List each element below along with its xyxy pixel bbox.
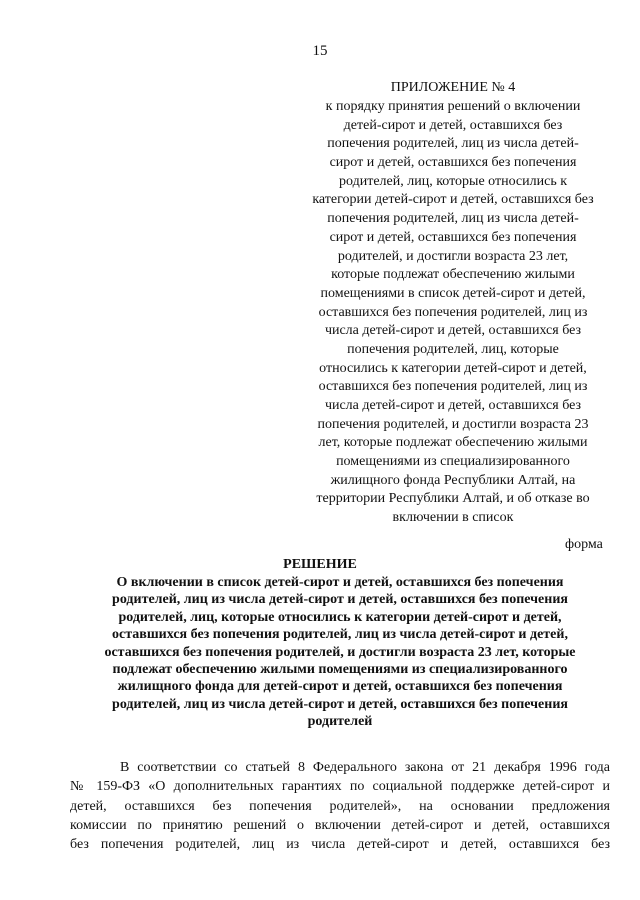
- appendix-line: родителей, лиц, которые относились к: [338, 173, 568, 189]
- appendix-line: оставшихся без попечения родителей, лиц из: [318, 304, 588, 320]
- subtitle-line: родителей: [307, 714, 373, 730]
- subtitle-line: подлежат обеспечению жилыми помещениями из специализированного: [112, 661, 568, 677]
- page-number: 15: [312, 43, 328, 59]
- appendix-header: [296, 79, 610, 528]
- subtitle-line: О включении в список детей-сирот и детей, оставшихся без попечения: [116, 575, 564, 590]
- body-line: без попечения родителей, лиц из числа детей-сирот и детей, оставшихся без: [70, 837, 610, 853]
- appendix-line: попечения родителей, лиц из числа детей-: [327, 136, 579, 152]
- subtitle-line: оставшихся без попечения родителей, лиц из числа детей-сирот и детей,: [112, 627, 568, 643]
- subtitle-line: родителей, лиц, которые относились к категории детей-сирот и детей,: [118, 609, 562, 625]
- appendix-title: ПРИЛОЖЕНИЕ № 4: [390, 80, 516, 95]
- appendix-line: родителей, и достигли возраста 23 лет,: [337, 248, 569, 264]
- appendix-line: детей-сирот и детей, оставшихся без: [343, 117, 563, 133]
- subtitle-line: оставшихся без попечения родителей, и достигли возраста 23 лет, которые: [104, 644, 576, 660]
- body-line: детей, оставшихся без попечения родителей», на основании предложения: [70, 798, 610, 814]
- appendix-line: жилищного фонда Республики Алтай, на: [330, 472, 576, 488]
- appendix-line: к порядку принятия решений о включении: [325, 99, 581, 114]
- form-label: форма: [565, 537, 603, 552]
- subtitle-line: жилищного фонда для детей-сирот и детей, оставшихся без попечения: [117, 679, 563, 695]
- appendix-line: помещениями в список детей-сирот и детей,: [320, 285, 586, 301]
- body-line: В соответствии со статьей 8 Федерального закона от 21 декабря 1996 года: [120, 760, 610, 775]
- appendix-line: сирот и детей, оставшихся без попечения: [329, 155, 577, 171]
- appendix-line: попечения родителей, лиц из числа детей-: [327, 211, 579, 227]
- appendix-line: лет, которые подлежат обеспечению жилыми: [318, 435, 588, 451]
- appendix-line: попечения родителей, лиц, которые: [347, 341, 559, 357]
- appendix-line: относились к категории детей-сирот и детей,: [319, 360, 587, 376]
- appendix-line: оставшихся без попечения родителей, лиц из: [318, 379, 588, 395]
- decision-subtitle: [70, 574, 610, 731]
- body-line: комиссии по принятию решений о включении детей-сирот и детей, оставшихся: [70, 817, 610, 833]
- appendix-line: которые подлежат обеспечению жилыми: [331, 267, 575, 283]
- appendix-line: попечения родителей, и достигли возраста 23: [317, 416, 589, 432]
- appendix-line: сирот и детей, оставшихся без попечения: [329, 229, 577, 245]
- appendix-line: категории детей-сирот и детей, оставшихся без: [312, 192, 594, 208]
- body-line: № 159-ФЗ «О дополнительных гарантиях по социальной поддержке детей-сирот и: [70, 779, 610, 795]
- appendix-line: территории Республики Алтай, и об отказе во: [316, 491, 590, 507]
- appendix-line: числа детей-сирот и детей, оставшихся без: [324, 398, 582, 413]
- subtitle-line: родителей, лиц из числа детей-сирот и детей, оставшихся без попечения: [112, 696, 568, 712]
- decision-title: РЕШЕНИЕ: [283, 557, 357, 572]
- body-paragraph: [70, 758, 610, 854]
- appendix-line: помещениями из специализированного: [336, 454, 570, 470]
- subtitle-line: родителей, лиц из числа детей-сирот и детей, оставшихся без попечения: [112, 592, 568, 608]
- appendix-line: включении в список: [392, 510, 514, 526]
- appendix-line: числа детей-сирот и детей, оставшихся без: [324, 323, 582, 339]
